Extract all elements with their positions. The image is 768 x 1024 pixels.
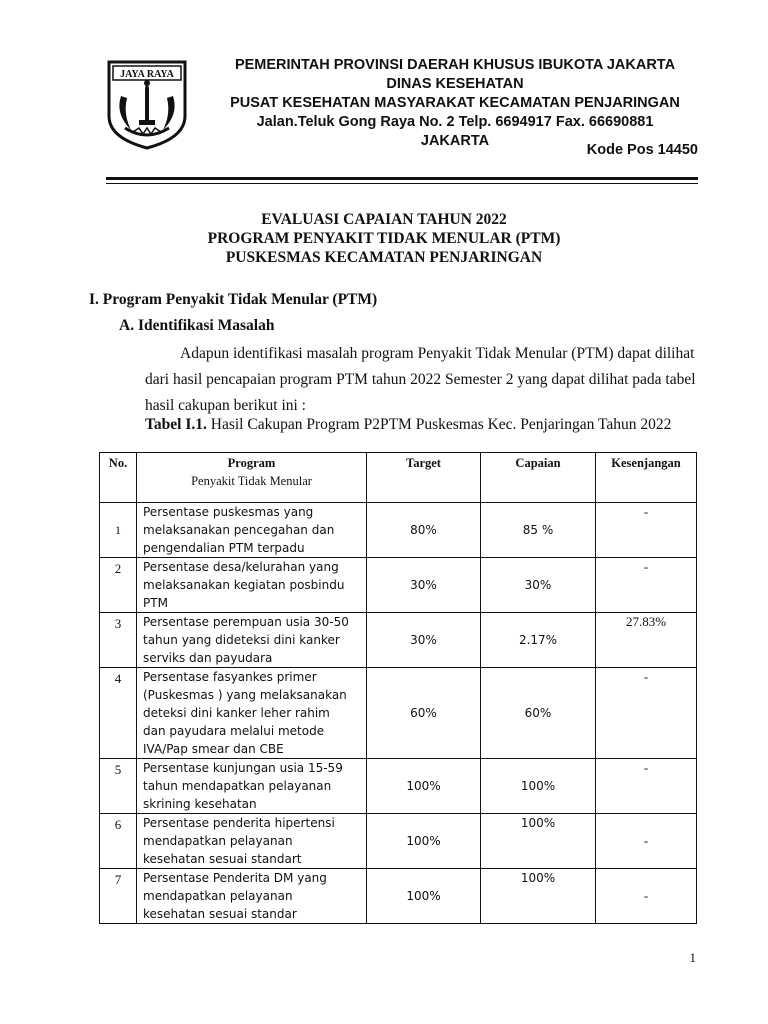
subsection-heading: A. Identifikasi Masalah	[119, 317, 275, 334]
row-program-line: dan payudara melalui metode	[143, 724, 325, 738]
row-program-line: Persentase penderita hipertensi	[143, 816, 335, 830]
paragraph-line: hasil cakupan berikut ini :	[145, 397, 306, 414]
row-program-line: kesehatan sesuai standar	[143, 907, 297, 921]
row-program-line: tahun yang dideteksi dini kanker	[143, 633, 340, 647]
row-no: 1	[100, 503, 137, 558]
row-program-line: IVA/Pap smear dan CBE	[143, 742, 284, 756]
table-row	[100, 869, 697, 924]
row-capaian: 30%	[481, 558, 596, 613]
row-program	[137, 558, 367, 613]
row-target: 30%	[367, 558, 481, 613]
paragraph-line: dari hasil pencapaian program PTM tahun 2022 Semester 2 yang dapat dilihat pada tabel	[145, 371, 696, 388]
row-program	[137, 503, 367, 558]
row-program	[137, 668, 367, 759]
jaya-raya-logo	[103, 58, 191, 150]
row-capaian: 60%	[481, 668, 596, 759]
logo-text: JAYA RAYA	[120, 69, 174, 80]
table-row	[100, 668, 697, 759]
table-row	[100, 759, 697, 814]
row-program-line: Persentase desa/kelurahan yang	[143, 560, 339, 574]
paragraph-line: Adapun identifikasi masalah program Penyakit Tidak Menular (PTM) dapat dilihat	[180, 345, 695, 362]
postal-code: Kode Pos 14450	[586, 142, 698, 158]
row-program-line: kesehatan sesuai standart	[143, 852, 302, 866]
row-capaian: 85 %	[481, 503, 596, 558]
row-no: 3	[100, 613, 137, 668]
row-no: 7	[100, 869, 137, 924]
row-target: 100%	[367, 869, 481, 924]
row-program-line: mendapatkan pelayanan	[143, 889, 293, 903]
letterhead	[195, 56, 715, 151]
header-target: Target	[367, 453, 481, 503]
table-header-row	[100, 453, 697, 503]
table-caption-label: Tabel I.1.	[145, 416, 207, 433]
row-program-line: (Puskesmas ) yang melaksanakan	[143, 688, 347, 702]
row-program-line: Persentase kunjungan usia 15-59	[143, 761, 343, 775]
row-program-line: tahun mendapatkan pelayanan	[143, 779, 332, 793]
header-no: No.	[100, 453, 137, 503]
row-target: 60%	[367, 668, 481, 759]
table-row	[100, 814, 697, 869]
row-kesenjangan: -	[596, 814, 697, 869]
letterhead-line: JAKARTA	[420, 133, 490, 149]
row-kesenjangan: -	[596, 869, 697, 924]
row-program-line: Persentase perempuan usia 30-50	[143, 615, 349, 629]
row-capaian: 100%	[481, 759, 596, 814]
row-program	[137, 869, 367, 924]
page-number: 1	[689, 950, 696, 965]
row-no: 2	[100, 558, 137, 613]
row-target: 100%	[367, 759, 481, 814]
letterhead-line: DINAS KESEHATAN	[386, 76, 524, 92]
title-line: PUSKESMAS KECAMATAN PENJARINGAN	[225, 249, 543, 266]
row-program-line: Persentase puskesmas yang	[143, 505, 314, 519]
row-program-line: mendapatkan pelayanan	[143, 834, 293, 848]
table-row	[100, 503, 697, 558]
row-kesenjangan: -	[596, 759, 697, 814]
row-no: 6	[100, 814, 137, 869]
table-caption-text: Hasil Cakupan Program P2PTM Puskesmas Kec. Penjaringan Tahun 2022	[206, 416, 672, 433]
letterhead-rule-thin	[106, 183, 698, 184]
row-program-line: pengendalian PTM terpadu	[143, 541, 305, 555]
row-kesenjangan: -	[596, 503, 697, 558]
row-program-line: skrining kesehatan	[143, 797, 257, 811]
row-program-line: Persentase Penderita DM yang	[143, 871, 327, 885]
row-program-line: PTM	[143, 596, 168, 610]
letterhead-line: PEMERINTAH PROVINSI DAERAH KHUSUS IBUKOTA JAKARTA	[234, 57, 676, 73]
table-row	[100, 613, 697, 668]
header-program-line: Penyakit Tidak Menular	[191, 474, 312, 488]
document-title	[0, 210, 768, 267]
title-line: PROGRAM PENYAKIT TIDAK MENULAR (PTM)	[207, 230, 561, 247]
row-target: 100%	[367, 814, 481, 869]
table-caption	[145, 416, 671, 434]
header-kesenjangan: Kesenjangan	[596, 453, 697, 503]
paragraph	[145, 341, 698, 419]
header-program-line: Program	[227, 456, 276, 470]
header-program	[137, 453, 367, 503]
row-kesenjangan: 27.83%	[596, 613, 697, 668]
letterhead-rule-thick	[106, 177, 698, 180]
title-line: EVALUASI CAPAIAN TAHUN 2022	[261, 211, 507, 228]
row-target: 30%	[367, 613, 481, 668]
row-program-line: deteksi dini kanker leher rahim	[143, 706, 330, 720]
row-target: 80%	[367, 503, 481, 558]
table-row	[100, 558, 697, 613]
section-heading: I. Program Penyakit Tidak Menular (PTM)	[89, 291, 378, 308]
row-capaian: 2.17%	[481, 613, 596, 668]
letterhead-line: PUSAT KESEHATAN MASYARAKAT KECAMATAN PENJARINGAN	[230, 95, 680, 111]
row-program-line: serviks dan payudara	[143, 651, 273, 665]
row-program	[137, 814, 367, 869]
row-no: 4	[100, 668, 137, 759]
row-kesenjangan: -	[596, 558, 697, 613]
row-program-line: melaksanakan pencegahan dan	[143, 523, 335, 537]
row-program-line: melaksanakan kegiatan posbindu	[143, 578, 345, 592]
row-program-line: Persentase fasyankes primer	[143, 670, 317, 684]
row-kesenjangan: -	[596, 668, 697, 759]
row-capaian: 100%	[481, 869, 596, 924]
row-no: 5	[100, 759, 137, 814]
row-capaian: 100%	[481, 814, 596, 869]
row-program	[137, 759, 367, 814]
letterhead-line: Jalan.Teluk Gong Raya No. 2 Telp. 6694917 Fax. 66690881	[256, 114, 654, 130]
coverage-table	[99, 452, 697, 924]
row-program	[137, 613, 367, 668]
header-capaian: Capaian	[481, 453, 596, 503]
